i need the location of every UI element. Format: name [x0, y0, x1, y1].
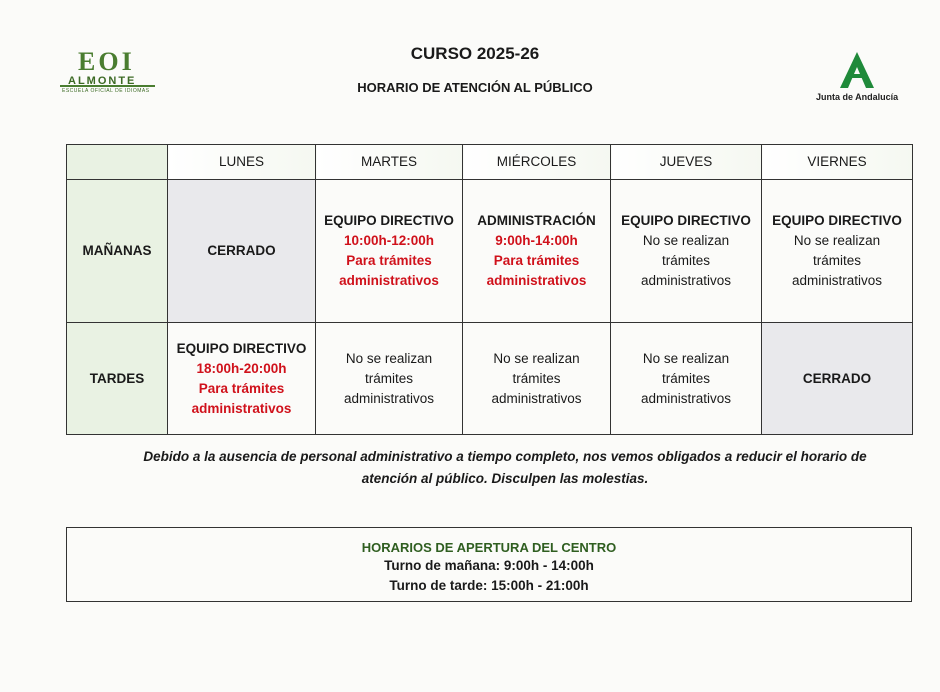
- cell-text: trámites: [512, 370, 561, 386]
- cell-text: trámites: [812, 253, 861, 268]
- cell-note: Para trámites: [493, 253, 580, 268]
- cell-text: administrativos: [791, 273, 883, 288]
- junta-andalucia-logo: [810, 52, 900, 108]
- opening-hours-box: [66, 527, 912, 602]
- day-header-martes: MARTES: [316, 145, 463, 180]
- cell-note: administrativos: [339, 273, 439, 288]
- cell-text: No se realizan: [642, 350, 730, 366]
- opening-hours-heading: HORARIOS DE APERTURA DEL CENTRO: [361, 540, 617, 555]
- cell-viernes-manana: [762, 180, 913, 323]
- cell-hours: 10:00h-12:00h: [343, 233, 435, 248]
- logo-eoi-text: EOI: [78, 47, 135, 76]
- cell-note: Para trámites: [346, 253, 432, 268]
- cell-title: EQUIPO DIRECTIVO: [324, 213, 454, 228]
- cell-text: No se realizan: [345, 350, 433, 366]
- cell-text: administrativos: [640, 273, 732, 288]
- notice-line: Debido a la ausencia de personal administrativo a tiempo completo, nos vemos obligados a reducir el horario de: [143, 449, 867, 464]
- cell-text: administrativos: [343, 390, 435, 406]
- schedule-table: [66, 144, 913, 435]
- cell-text: trámites: [364, 370, 413, 386]
- cell-text: No se realizan: [793, 233, 881, 248]
- schedule-subtitle: HORARIO DE ATENCIÓN AL PÚBLICO: [357, 80, 593, 95]
- cell-title: ADMINISTRACIÓN: [477, 213, 596, 228]
- junta-andalucia-a-icon: [840, 52, 874, 88]
- morning-shift: Turno de mañana: 9:00h - 14:00h: [384, 558, 594, 573]
- row-label-tardes: TARDES: [67, 323, 168, 435]
- cell-note: administrativos: [191, 400, 292, 416]
- cell-hours: 9:00h-14:00h: [495, 233, 578, 248]
- table-header-row: [67, 145, 913, 180]
- cell-martes-manana: [316, 180, 463, 323]
- cell-miercoles-manana: [463, 180, 611, 323]
- closure-notice: [120, 446, 890, 490]
- corner-cell: [67, 145, 168, 180]
- eoi-almonte-logo: [60, 48, 160, 98]
- course-title: CURSO 2025-26: [410, 44, 540, 63]
- cell-text: administrativos: [491, 390, 582, 406]
- day-header-viernes: VIERNES: [762, 145, 913, 180]
- cell-text: trámites: [661, 370, 710, 386]
- afternoon-shift: Turno de tarde: 15:00h - 21:00h: [389, 578, 589, 593]
- cell-jueves-tarde: [611, 323, 762, 435]
- day-header-lunes: LUNES: [168, 145, 316, 180]
- junta-andalucia-text: Junta de Andalucía: [816, 92, 899, 102]
- cell-note: Para trámites: [198, 380, 285, 396]
- cell-martes-tarde: [316, 323, 463, 435]
- cell-title: EQUIPO DIRECTIVO: [621, 213, 751, 228]
- day-header-miercoles: MIÉRCOLES: [463, 145, 611, 180]
- logo-school-text: ESCUELA OFICIAL DE IDIOMAS: [62, 88, 150, 94]
- cell-text: No se realizan: [493, 350, 580, 366]
- cell-text: administrativos: [640, 390, 732, 406]
- row-label-mananas: MAÑANAS: [67, 180, 168, 323]
- cell-text: No se realizan: [642, 233, 730, 248]
- cell-note: administrativos: [486, 273, 587, 288]
- cell-lunes-tarde: [168, 323, 316, 435]
- cell-viernes-tarde: CERRADO: [762, 323, 913, 435]
- cell-title: EQUIPO DIRECTIVO: [772, 213, 902, 228]
- cell-hours: 18:00h-20:00h: [196, 360, 287, 376]
- day-header-jueves: JUEVES: [611, 145, 762, 180]
- table-row-tardes: [67, 323, 913, 435]
- cell-text: trámites: [661, 253, 710, 268]
- cell-lunes-manana: CERRADO: [168, 180, 316, 323]
- cell-miercoles-tarde: [463, 323, 611, 435]
- table-row-mananas: [67, 180, 913, 323]
- cell-jueves-manana: [611, 180, 762, 323]
- cell-title: EQUIPO DIRECTIVO: [176, 340, 307, 356]
- logo-almonte-text: ALMONTE: [68, 75, 137, 87]
- notice-line: atención al público. Disculpen las molestias.: [361, 471, 649, 486]
